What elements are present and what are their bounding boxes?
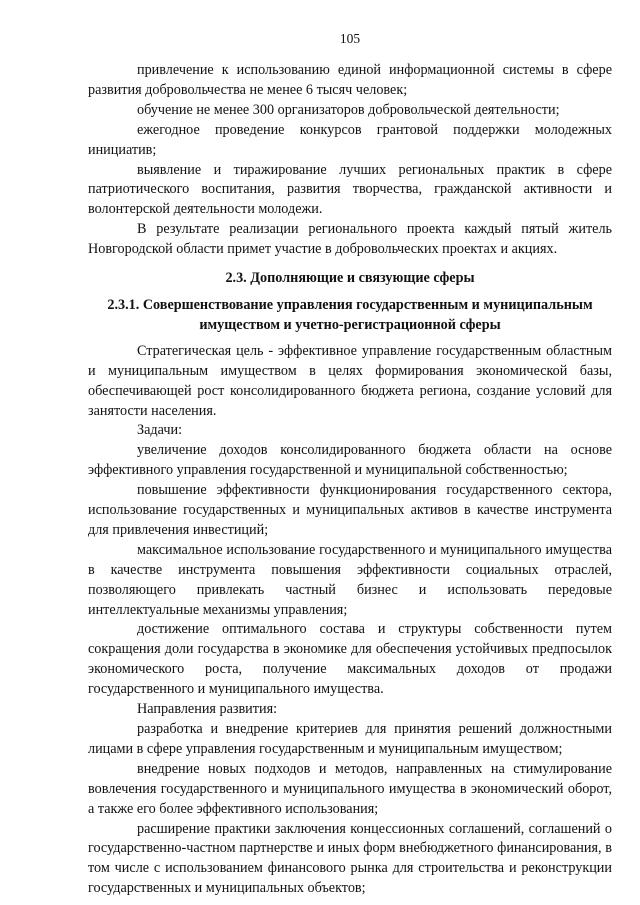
paragraph: повышение эффективности функционирования государственного сектора, использование государственных и муниципальных активов в качестве инструмента для привлечения инвестиций; bbox=[88, 482, 612, 538]
paragraph: выявление и тиражирование лучших региональных практик в сфере патриотического воспитания, развития творчества, гражданской активности и волонтерской деятельности молодежи. bbox=[88, 161, 612, 218]
paragraph: Задачи: bbox=[137, 422, 183, 439]
page-number: 105 bbox=[339, 31, 361, 46]
paragraph: привлечение к использованию единой информационной системы в сфере развития добровольчества не менее 6 тысяч человек; bbox=[88, 62, 612, 98]
paragraph: Направления развития: bbox=[137, 701, 278, 718]
paragraph: ежегодное проведение конкурсов грантовой поддержки молодежных инициатив; bbox=[88, 121, 612, 158]
paragraph: обучение не менее 300 организаторов добровольческой деятельности; bbox=[137, 101, 560, 118]
paragraph: расширение практики заключения концессионных соглашений, соглашений о государственно-частном партнерстве и иных форм внебюджетного финансирования, в том числе с использованием финансового рынка для строительства и реконструкции государственных и муниципальных объектов; bbox=[88, 820, 612, 897]
paragraph: разработка и внедрение критериев для принятия решений должностными лицами в сфере управления государственным и муниципальным имуществом; bbox=[88, 721, 612, 757]
paragraph: внедрение новых подходов и методов, направленных на стимулирование вовлечения государственного и муниципального имущества в экономический оборот, а также его более эффективного использования; bbox=[88, 760, 612, 817]
paragraph: достижение оптимального состава и структуры собственности путем сокращения доли государства в экономике для обеспечения устойчивых предпосылок экономического роста, получение максимальных доходов от продажи государственного и муниципального имущества. bbox=[88, 621, 612, 698]
paragraph: Стратегическая цель - эффективное управление государственным областным и муниципальным имуществом в целях формирования экономической базы, обеспечивающей рост консолидированного бюджета региона, создание условий для занятости населения. bbox=[88, 342, 612, 419]
paragraph: В результате реализации регионального проекта каждый пятый житель Новгородской области примет участие в добровольческих проектах и акциях. bbox=[88, 221, 612, 258]
paragraph: максимальное использование государственного и муниципального имущества в качестве инструмента повышения эффективности социальных отраслей, позволяющего привлекать частный бизнес и использовать передовые интеллектуальные механизмы управления; bbox=[88, 541, 612, 618]
section-heading: 2.3. Дополняющие и связующие сферы bbox=[225, 270, 475, 287]
subsection-heading: 2.3.1. Совершенствование управления государственным и муниципальным имуществом и учетно-регистрационной сферы bbox=[107, 296, 593, 333]
paragraph: увеличение доходов консолидированного бюджета области на основе эффективного управления государственной и муниципальной собственностью; bbox=[88, 442, 612, 479]
